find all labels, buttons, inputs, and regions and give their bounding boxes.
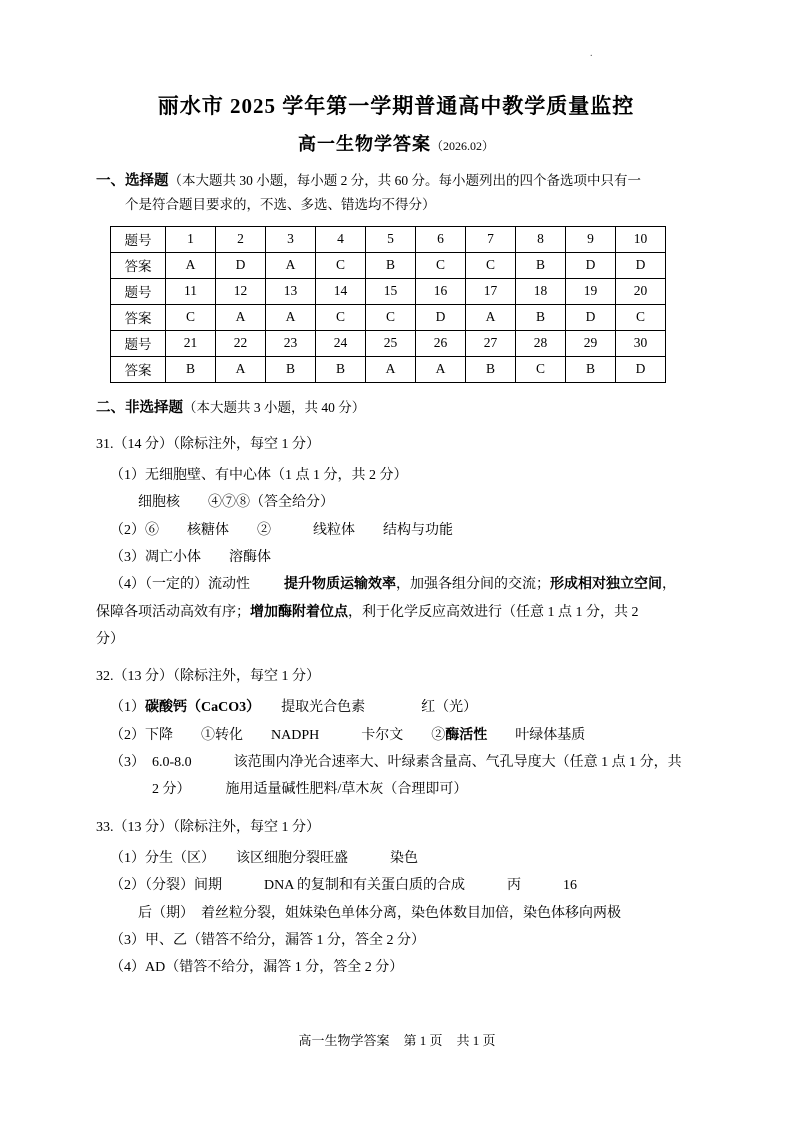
q31-4-cont: ， — [662, 577, 676, 593]
cell: D — [616, 252, 666, 278]
question-31-line-1: （1）无细胞壁、有中心体（1 点 1 分，共 2 分） — [110, 468, 408, 484]
q31-5-prefix: 保障各项活动高效有序； — [96, 604, 250, 620]
cell: A — [166, 252, 216, 278]
question-32-line-4: 2 分） 施用适量碱性肥料/草木灰（合理即可） — [152, 782, 468, 798]
row-label-question: 题号 — [111, 278, 166, 304]
cell: B — [266, 356, 316, 382]
footer-page: 第 1 页 — [403, 1033, 443, 1048]
section-2-heading — [96, 397, 696, 421]
table-row — [111, 356, 666, 382]
question-32-heading: 32.（13 分）（除标注外，每空 1 分） — [96, 669, 320, 685]
footer-title: 高一生物学答案 — [298, 1033, 390, 1048]
cell: C — [316, 304, 366, 330]
row-label-answer: 答案 — [111, 356, 166, 382]
cell: 30 — [616, 330, 666, 356]
cell: C — [416, 252, 466, 278]
cell: 22 — [216, 330, 266, 356]
row-label-answer: 答案 — [111, 252, 166, 278]
cell: C — [366, 304, 416, 330]
page-footer — [0, 1030, 794, 1049]
subtitle-date: （2026.02） — [430, 139, 494, 153]
cell: D — [216, 252, 266, 278]
cell: 27 — [466, 330, 516, 356]
cell: 24 — [316, 330, 366, 356]
footer-total: 共 1 页 — [456, 1033, 496, 1048]
section-1-heading-line2 — [96, 194, 696, 218]
cell: 15 — [366, 278, 416, 304]
cell: B — [466, 356, 516, 382]
cell: D — [566, 304, 616, 330]
cell: B — [166, 356, 216, 382]
question-33-line-4: （3）甲、乙（错答不给分，漏答 1 分，答全 2 分） — [110, 932, 425, 948]
cell: A — [266, 252, 316, 278]
cell: A — [466, 304, 516, 330]
q31-4-prefix: （4）（一定的）流动性 — [110, 577, 250, 593]
section-1-label: 一、选择题 — [96, 173, 169, 189]
cell: C — [466, 252, 516, 278]
cell: 25 — [366, 330, 416, 356]
cell: A — [366, 356, 416, 382]
section-1-desc2: 个是符合题目要求的，不选、多选、错选均不得分） — [125, 196, 436, 212]
cell: 28 — [516, 330, 566, 356]
table-row — [111, 278, 666, 304]
cell: 18 — [516, 278, 566, 304]
section-2-label: 二、非选择题 — [96, 399, 183, 416]
cell: C — [616, 304, 666, 330]
page-title: 丽水市 2025 学年第一学期普通高中教学质量监控 — [157, 94, 635, 118]
cell: 9 — [566, 226, 616, 252]
q32-2-suffix: 叶绿体基质 — [487, 727, 586, 743]
cell: A — [266, 304, 316, 330]
table-row — [111, 304, 666, 330]
cell: 23 — [266, 330, 316, 356]
cell: A — [216, 356, 266, 382]
top-page-mark: . — [590, 48, 593, 59]
cell: D — [566, 252, 616, 278]
cell: 10 — [616, 226, 666, 252]
question-31-line-5 — [96, 571, 696, 598]
question-31-line-2: 细胞核 ④⑦⑧（答全给分） — [138, 495, 334, 511]
cell: 26 — [416, 330, 466, 356]
q31-4-bold-1: 提升物质运输效率 — [284, 577, 396, 593]
answer-table — [110, 226, 666, 383]
document-body — [96, 60, 696, 981]
cell: 17 — [466, 278, 516, 304]
cell: 21 — [166, 330, 216, 356]
question-33-heading: 33.（13 分）（除标注外，每空 1 分） — [96, 819, 320, 835]
row-label-answer: 答案 — [111, 304, 166, 330]
page-subtitle — [96, 130, 696, 156]
q32-1-bold: 碳酸钙（CaCO3） — [145, 700, 254, 716]
question-31-line-6 — [96, 599, 696, 626]
question-32-line-1 — [96, 694, 696, 721]
table-row — [111, 226, 666, 252]
q32-2-prefix: （2）下降 ①转化 NADPH 卡尔文 ② — [110, 727, 446, 743]
row-label-question: 题号 — [111, 226, 166, 252]
cell: D — [416, 304, 466, 330]
cell: 3 — [266, 226, 316, 252]
cell: 4 — [316, 226, 366, 252]
cell: 6 — [416, 226, 466, 252]
cell: B — [566, 356, 616, 382]
q32-1-suffix: 提取光合色素 红（光） — [253, 700, 478, 716]
q31-4-mid: ，加强各组分间的交流； — [396, 577, 550, 593]
question-33-line-5: （4）AD（错答不给分，漏答 1 分，答全 2 分） — [110, 960, 404, 976]
question-31-line-4: （3）凋亡小体 溶酶体 — [110, 549, 271, 565]
q31-4-bold-2: 形成相对独立空间 — [550, 577, 662, 593]
question-32-line-3: （3） 6.0-8.0 该范围内净光合速率大、叶绿素含量高、气孔导度大（任意 1 点 1 分，共 — [110, 755, 682, 771]
section-2-desc: （本大题共 3 小题，共 40 分） — [183, 399, 366, 415]
cell: B — [516, 304, 566, 330]
cell: B — [316, 356, 366, 382]
cell: C — [316, 252, 366, 278]
row-label-question: 题号 — [111, 330, 166, 356]
question-33-line-2: （2）（分裂）间期 DNA 的复制和有关蛋白质的合成 丙 16 — [110, 878, 578, 894]
cell: 13 — [266, 278, 316, 304]
cell: D — [616, 356, 666, 382]
table-row — [111, 252, 666, 278]
question-31-line-7: 分） — [96, 631, 124, 647]
question-31-line-3: （2）⑥ 核糖体 ② 线粒体 结构与功能 — [110, 522, 453, 538]
cell: 8 — [516, 226, 566, 252]
section-1-desc: （本大题共 30 小题，每小题 2 分，共 60 分。每小题列出的四个备选项中只有一 — [168, 173, 641, 188]
cell: A — [216, 304, 266, 330]
cell: C — [516, 356, 566, 382]
subtitle-text: 高一生物学答案 — [297, 134, 431, 154]
cell: 19 — [566, 278, 616, 304]
cell: B — [516, 252, 566, 278]
question-32-line-2 — [96, 722, 696, 749]
cell: 7 — [466, 226, 516, 252]
cell: C — [166, 304, 216, 330]
q32-1-prefix: （1） — [110, 700, 145, 716]
question-31-heading: 31.（14 分）（除标注外，每空 1 分） — [96, 436, 320, 452]
cell: 11 — [166, 278, 216, 304]
cell: 14 — [316, 278, 366, 304]
question-33-line-1: （1）分生（区） 该区细胞分裂旺盛 染色 — [110, 850, 418, 866]
cell: B — [366, 252, 416, 278]
cell: 20 — [616, 278, 666, 304]
cell: 5 — [366, 226, 416, 252]
q31-5-suffix: ，利于化学反应高效进行（任意 1 点 1 分，共 2 — [348, 604, 639, 620]
cell: A — [416, 356, 466, 382]
cell: 1 — [166, 226, 216, 252]
cell: 2 — [216, 226, 266, 252]
cell: 29 — [566, 330, 616, 356]
section-1-heading — [96, 170, 696, 194]
table-row — [111, 330, 666, 356]
q31-5-bold: 增加酶附着位点 — [250, 604, 348, 620]
question-33-line-3: 后（期） 着丝粒分裂，姐妹染色单体分离，染色体数目加倍，染色体移向两极 — [138, 905, 621, 921]
cell: 16 — [416, 278, 466, 304]
cell: 12 — [216, 278, 266, 304]
q32-2-bold: 酶活性 — [445, 727, 488, 743]
